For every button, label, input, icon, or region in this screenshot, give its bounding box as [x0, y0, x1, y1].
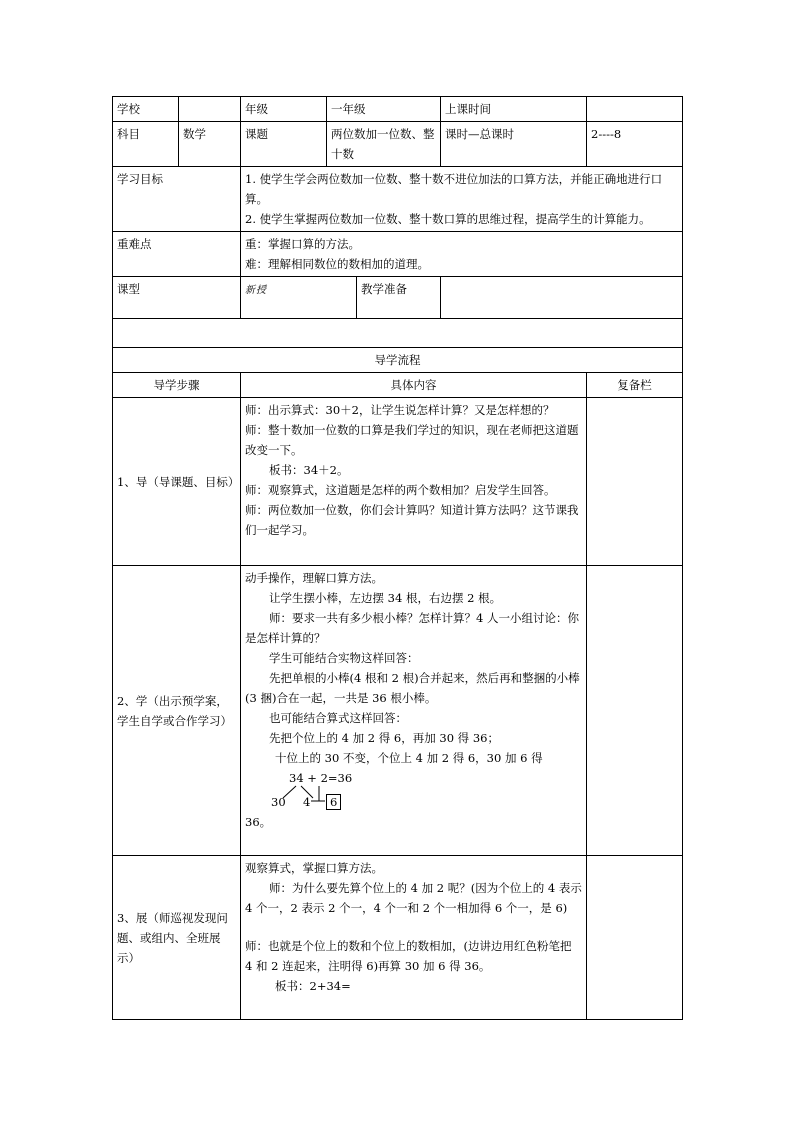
prep-label: 教学准备 [357, 277, 441, 319]
difficult-point: 难：理解相同数位的数相加的道理。 [245, 257, 429, 271]
class-time-label: 上课时间 [441, 97, 587, 122]
diagram-boxed-result: 6 [326, 794, 341, 810]
diagram-tens: 30 [271, 795, 286, 809]
step2-label: 2、学（出示预学案，学生自学或合作学习） [113, 566, 241, 856]
step1-line-1: 师：出示算式：30＋2，让学生说怎样计算？又是怎样想的？ [245, 403, 555, 417]
goal-line-2: 2. 使学生掌握两位数加一位数、整十数口算的思维过程，提高学生的计算能力。 [245, 212, 651, 226]
hours-label: 课时—总课时 [441, 122, 587, 167]
grade-label: 年级 [241, 97, 327, 122]
step2-notes [587, 566, 683, 856]
hours-value: 2----8 [587, 122, 683, 167]
subject-value: 数学 [179, 122, 241, 167]
step2-content [241, 566, 587, 856]
school-value [179, 97, 241, 122]
lesson-type-label: 课型 [113, 277, 241, 319]
topic-label: 课题 [241, 122, 327, 167]
step2-line-4: 学生可能结合实物这样回答： [269, 651, 419, 665]
step2-line-6: 也可能结合算式这样回答： [269, 711, 407, 725]
topic-value: 两位数加一位数、整十数 [327, 122, 441, 167]
diagram-equation: 34 + 2=36 [289, 771, 353, 785]
col-header-steps: 导学步骤 [113, 373, 241, 398]
step2-line-8: 十位上的 30 不变，个位上 4 加 2 得 6，30 加 6 得 [275, 751, 543, 765]
step2-line-7: 先把个位上的 4 加 2 得 6，再加 30 得 36； [269, 731, 499, 745]
step3-line-3: 师：也就是个位上的数和个位上的数相加，(边讲边用红色粉笔把 4 和 2 连起来，注明得 6)再算 30 加 6 得 36。 [245, 939, 572, 973]
step1-line-5: 师：两位数加一位数，你们会计算吗？知道计算方法吗？这节课我们一起学习。 [245, 503, 579, 537]
step2-line-5: 先把单根的小棒(4 根和 2 根)合并起来，然后再和整捆的小棒(3 捆)合在一起，一共是 36 根小棒。 [245, 671, 580, 705]
diagram-ones: 4 [303, 795, 311, 809]
blank-row [113, 319, 683, 348]
goals-label: 学习目标 [113, 167, 241, 232]
step2-tail: 36。 [245, 815, 272, 829]
step3-notes [587, 856, 683, 1020]
step2-line-1: 动手操作，理解口算方法。 [245, 571, 383, 585]
step1-label: 1、导（导课题、目标） [113, 398, 241, 566]
step1-content [241, 398, 587, 566]
col-header-content: 具体内容 [241, 373, 587, 398]
class-time-value [587, 97, 683, 122]
school-label: 学校 [113, 97, 179, 122]
step3-content [241, 856, 587, 1020]
lesson-type-value [241, 277, 357, 319]
step3-line-2: 师：为什么要先算个位上的 4 加 2 呢？(因为个位上的 4 表示 4 个一，2 表示 2 个一，4 个一和 2 个一相加得 6 个一，是 6) [245, 881, 582, 915]
step1-notes [587, 398, 683, 566]
key-point: 重：掌握口算的方法。 [245, 237, 360, 251]
flow-title: 导学流程 [113, 348, 683, 373]
lesson-type-text: 新授 [245, 285, 267, 296]
key-points-label: 重难点 [113, 232, 241, 277]
goal-line-1: 1. 使学生学会两位数加一位数、整十数不进位加法的口算方法，并能正确地进行口算。 [245, 172, 663, 206]
grade-value: 一年级 [327, 97, 441, 122]
step2-line-2: 让学生摆小棒，左边摆 34 根，右边摆 2 根。 [269, 591, 502, 605]
key-points-content [241, 232, 683, 277]
goals-content [241, 167, 683, 232]
lesson-plan-table [112, 96, 683, 1020]
lesson-plan-sheet [112, 96, 682, 1020]
step3-line-1: 观察算式，掌握口算方法。 [245, 861, 383, 875]
step1-line-2: 师：整十数加一位数的口算是我们学过的知识，现在老师把这道题改变一下。 [245, 423, 579, 457]
step3-label: 3、展（师巡视发现问题、或组内、全班展示） [113, 856, 241, 1020]
step2-line-3: 师：要求一共有多少根小棒？怎样计算？4 人一小组讨论：你是怎样计算的？ [245, 611, 579, 645]
step1-line-3: 板书：34＋2。 [269, 463, 349, 477]
calculation-diagram [245, 768, 565, 812]
prep-value [441, 277, 683, 319]
subject-label: 科目 [113, 122, 179, 167]
col-header-notes: 复备栏 [587, 373, 683, 398]
step1-line-4: 师：观察算式，这道题是怎样的两个数相加？启发学生回答。 [245, 483, 556, 497]
step3-line-4: 板书：2+34= [275, 979, 351, 993]
